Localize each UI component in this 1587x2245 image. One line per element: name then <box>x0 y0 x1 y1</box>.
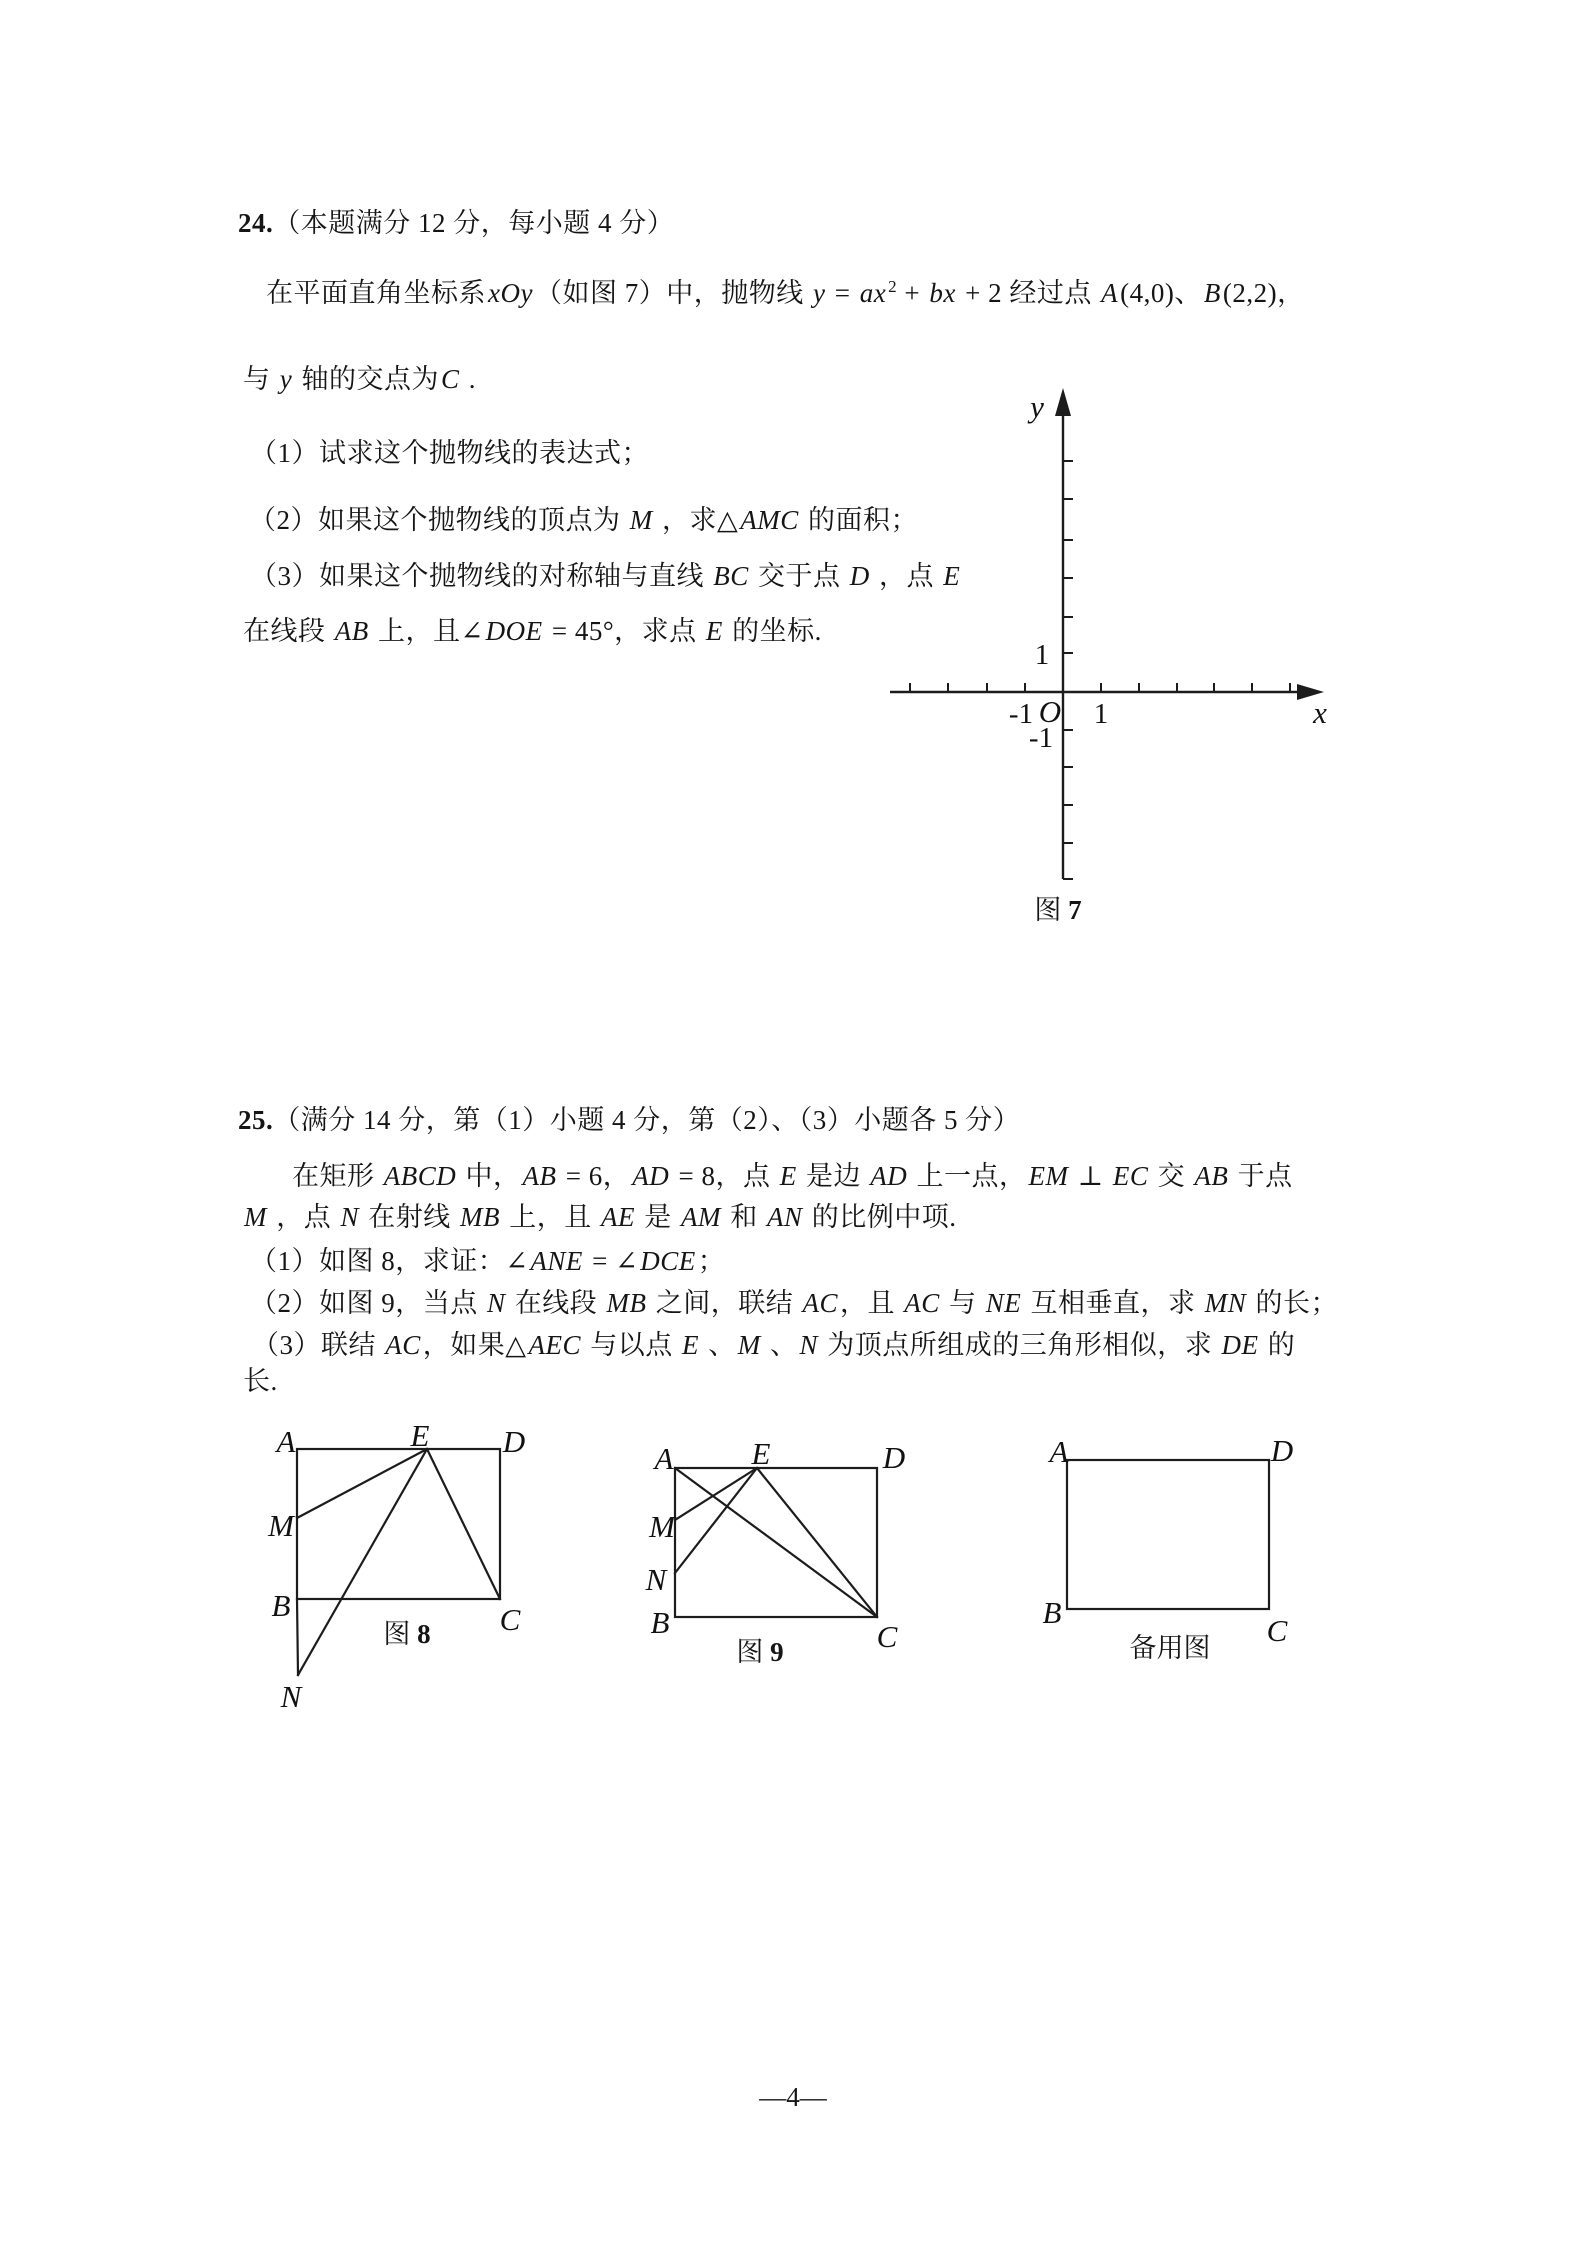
fig8-vertex-E: E <box>410 1418 430 1453</box>
fig9-vertex-A: A <box>654 1441 674 1476</box>
problem25-heading: 25.（满分 14 分，第（1）小题 4 分，第（2）、（3）小题各 5 分） <box>238 1105 1021 1135</box>
x-axis-ticks <box>910 683 1290 692</box>
problem25-item3-line2: 长. <box>243 1366 278 1396</box>
problem24-item3-line1: （3）如果这个抛物线的对称轴与直线 BC 交于点 D ，点 E <box>250 561 961 591</box>
figspare-vertex-C: C <box>1266 1613 1288 1648</box>
figure8-caption: 图 8 <box>383 1619 431 1649</box>
y-tick-label-neg1: -1 <box>1028 722 1054 754</box>
figure9-shapes <box>675 1468 877 1617</box>
x-axis-label: x <box>1313 695 1327 730</box>
fig8-vertex-D: D <box>502 1424 526 1459</box>
y-axis-arrow-icon <box>1055 388 1071 416</box>
page-number: —4— <box>759 2082 827 2112</box>
fig9-vertex-E: E <box>751 1436 771 1471</box>
figure9-caption: 图 9 <box>736 1637 784 1667</box>
fig8-vertex-A: A <box>276 1424 296 1459</box>
figure-spare-caption: 备用图 <box>1129 1633 1211 1663</box>
problem25-item3-line1: （3）联结 AC，如果△AEC 与以点 E 、M 、N 为顶点所组成的三角形相似，求 DE 的 <box>252 1330 1296 1360</box>
problem25-item1: （1）如图 8，求证：∠ANE = ∠DCE； <box>250 1246 726 1276</box>
figspare-vertex-B: B <box>1042 1595 1062 1630</box>
origin-label: O <box>1038 694 1062 729</box>
x-tick-label-neg1: -1 <box>1008 698 1034 730</box>
fig9-vertex-N: N <box>645 1562 667 1597</box>
problem24-item1: （1）试求这个抛物线的表达式； <box>250 438 649 468</box>
figure8-diagram <box>255 1412 550 1722</box>
figure7-coordinate-plane <box>860 380 1360 890</box>
fig8-vertex-B: B <box>271 1588 291 1623</box>
fig8-vertex-M: M <box>268 1508 294 1543</box>
y-tick-label-1: 1 <box>1034 639 1050 671</box>
fig9-vertex-C: C <box>876 1619 898 1654</box>
fig8-vertex-N: N <box>280 1679 302 1714</box>
problem25-item2: （2）如图 9，当点 N 在线段 MB 之间，联结 AC，且 AC 与 NE 互相垂直，求 MN 的长； <box>250 1288 1339 1318</box>
figure-spare-shapes <box>1067 1460 1269 1609</box>
problem24-intro-line2: 与 y 轴的交点为C . <box>243 364 476 394</box>
problem24-intro-line1: 在平面直角坐标系xOy（如图 7）中，抛物线 y = ax $^2$ + bx + 2 经过点 A(4,0)、B(2,2)， <box>266 277 1305 308</box>
figure7-caption: 图 7 <box>1034 895 1082 925</box>
problem24-item2: （2）如果这个抛物线的顶点为 M ，求△AMC 的面积； <box>249 505 919 535</box>
problem24-heading: 24.（本题满分 12 分，每小题 4 分） <box>238 208 675 238</box>
figure-spare-diagram <box>1035 1430 1305 1660</box>
problem25-intro-line2: M ，点 N 在射线 MB 上，且 AE 是 AM 和 AN 的比例中项. <box>244 1202 957 1232</box>
figspare-vertex-A: A <box>1049 1434 1069 1469</box>
fig8-vertex-C: C <box>499 1602 521 1637</box>
y-axis <box>1055 388 1073 879</box>
y-axis-ticks <box>1063 461 1073 879</box>
fig9-vertex-D: D <box>882 1440 906 1475</box>
problem24-item3-line2: 在线段 AB 上，且∠DOE = 45°，求点 E 的坐标. <box>243 616 822 646</box>
fig9-vertex-B: B <box>650 1605 670 1640</box>
problem25-intro-line1: 在矩形 ABCD 中，AB = 6，AD = 8，点 E 是边 AD 上一点，EM ⊥ EC 交 AB 于点 <box>292 1161 1293 1191</box>
fig9-vertex-M: M <box>649 1509 675 1544</box>
figspare-vertex-D: D <box>1270 1433 1294 1468</box>
figure9-diagram <box>630 1430 930 1660</box>
x-tick-label-1: 1 <box>1093 698 1109 730</box>
y-axis-label: y <box>1030 389 1044 424</box>
